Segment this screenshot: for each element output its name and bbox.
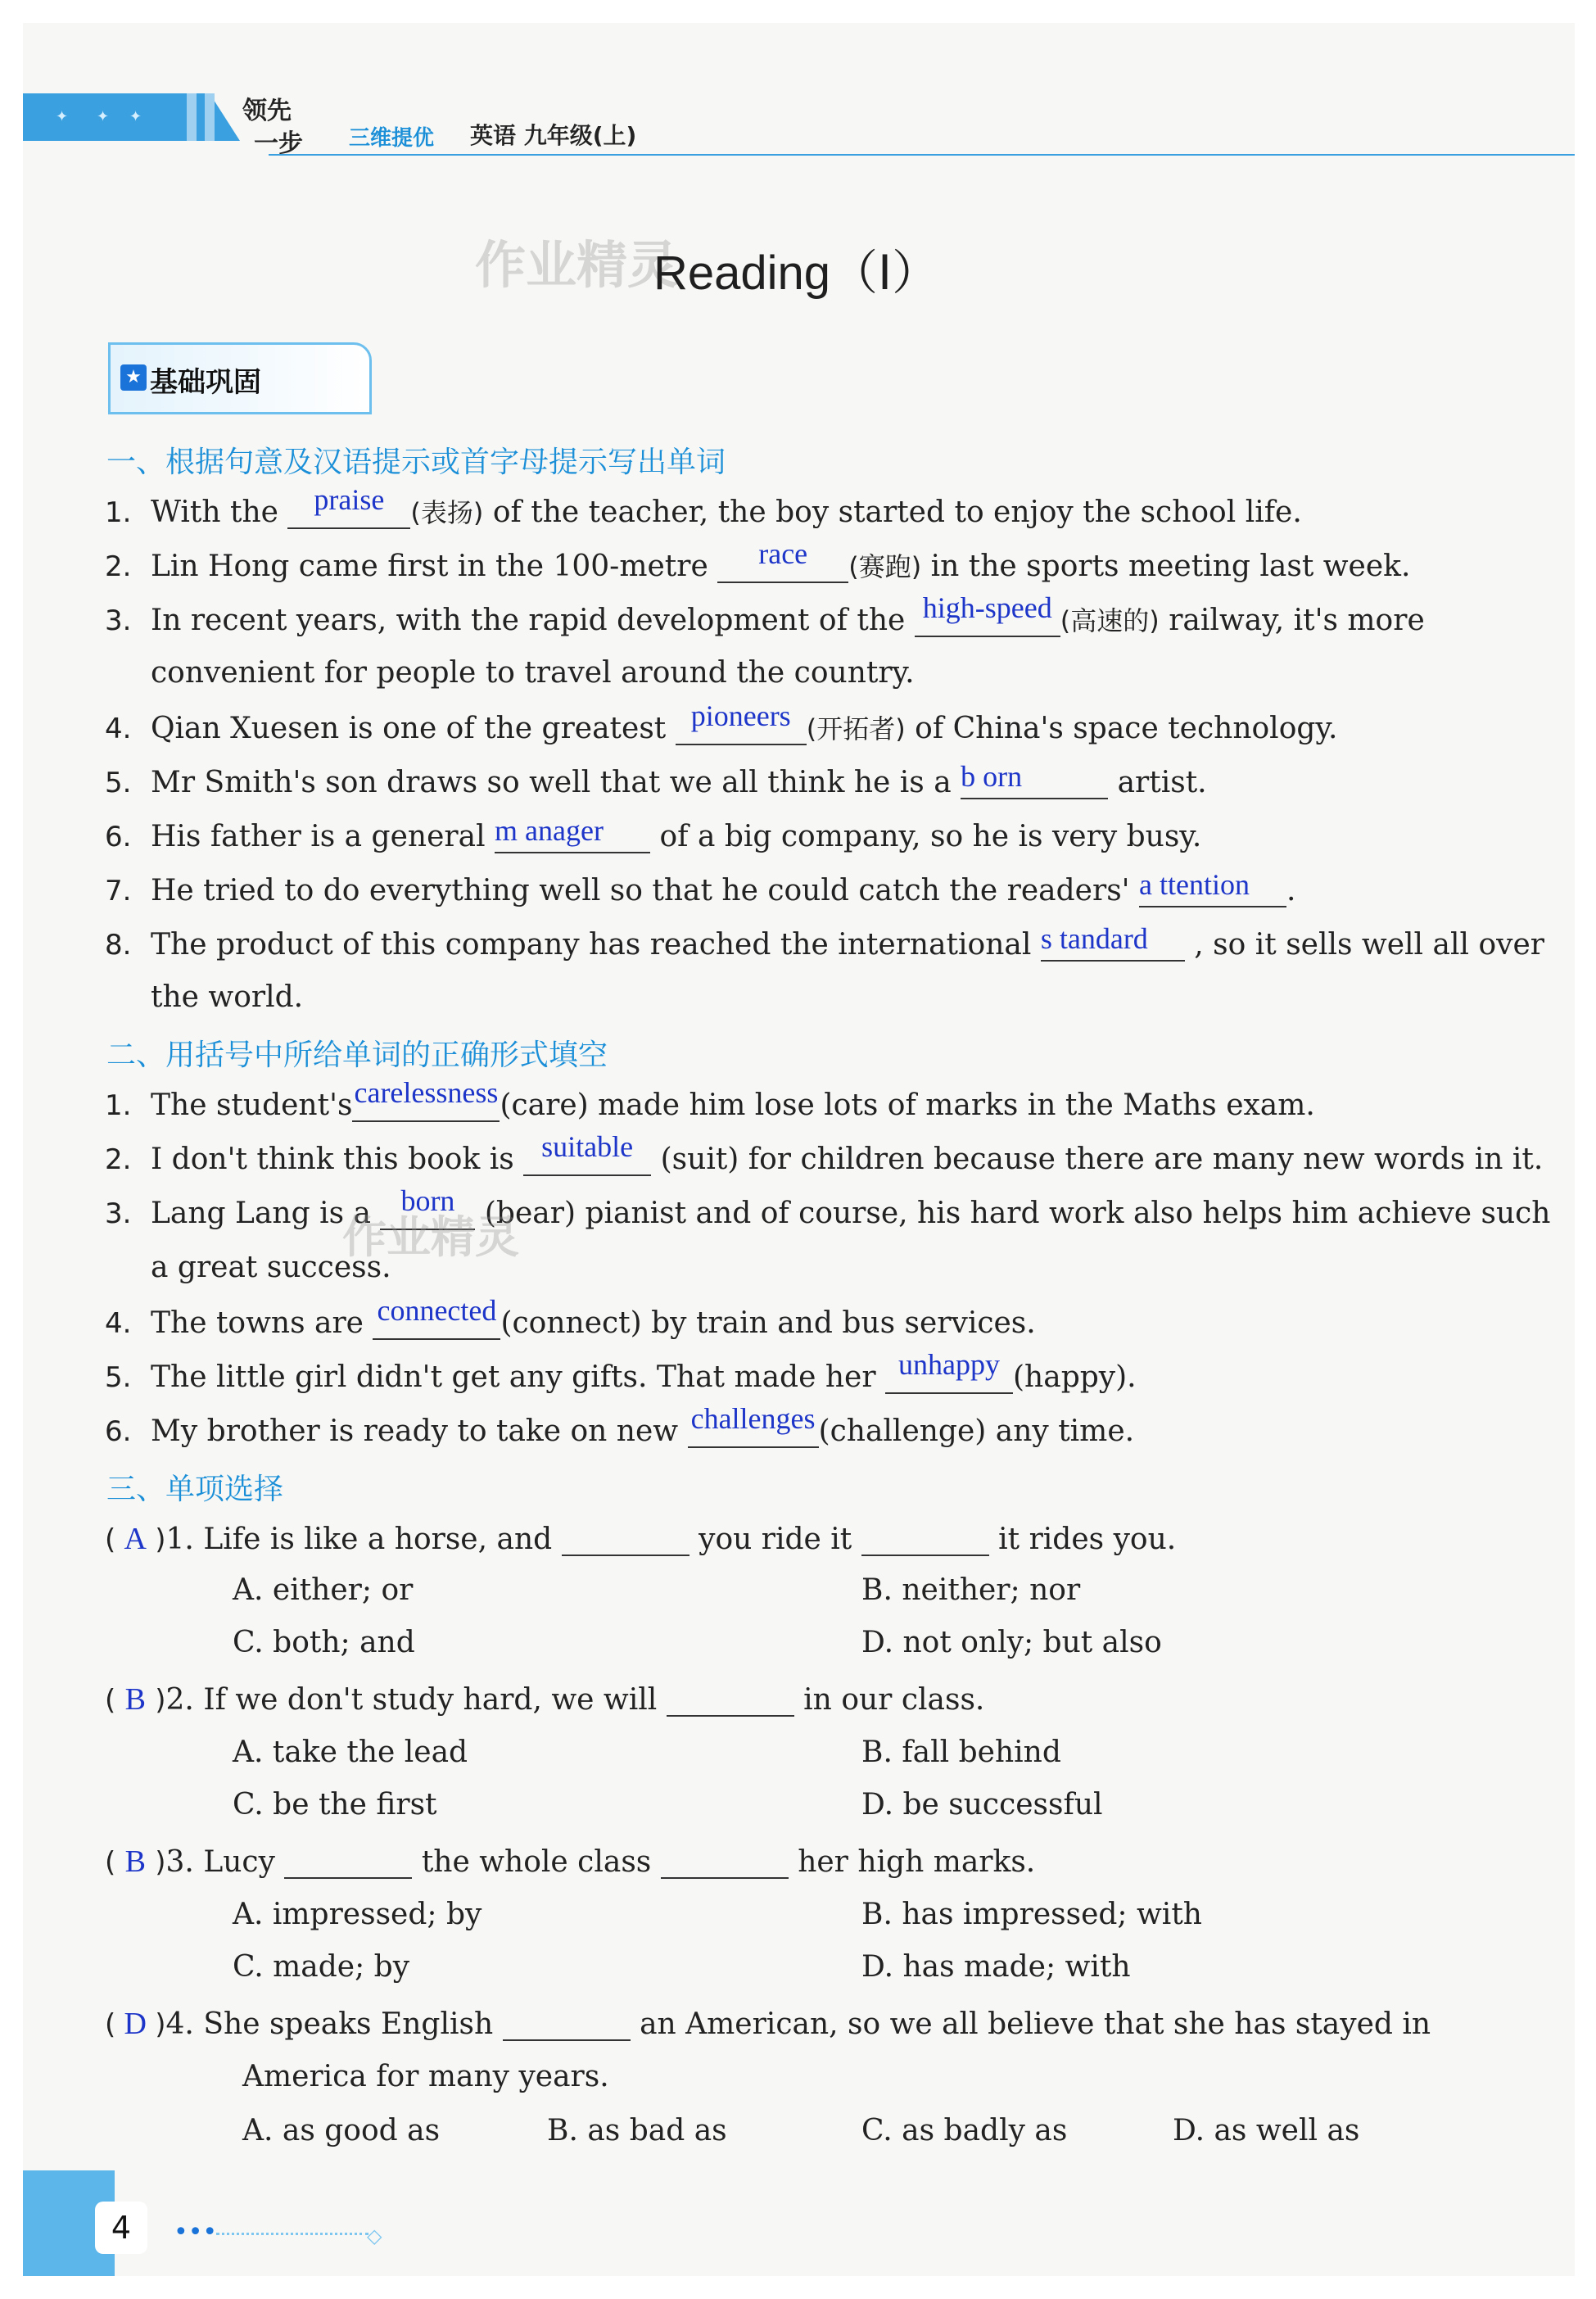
footer-dots: ••• (174, 2218, 218, 2247)
option-a[interactable]: A. take the lead (233, 1736, 468, 1769)
question-number: 2. (165, 1683, 194, 1717)
question-text: The product of this company has reached the international (151, 928, 1032, 962)
option-d[interactable]: D. be successful (861, 1788, 1103, 1822)
option-b[interactable]: B. fall behind (861, 1736, 1061, 1769)
question-2-1 (105, 1076, 1526, 1122)
answer-blank[interactable] (661, 1844, 789, 1879)
question-number: 4. (105, 1307, 132, 1340)
question-text: an American, so we all believe that she has stayed in (640, 2007, 1431, 2041)
question-number: 2. (105, 1143, 132, 1176)
answer-text: connected (377, 1294, 497, 1327)
answer-blank[interactable] (503, 2007, 631, 2041)
question-text: The towns are (151, 1306, 364, 1340)
option-c[interactable]: C. be the first (233, 1788, 437, 1822)
question-text: railway, it's more (1169, 604, 1425, 637)
question-2-2 (105, 1130, 1544, 1176)
answer-text: challenges (690, 1402, 816, 1435)
question-number: 1. (105, 496, 132, 529)
question-number: 6. (105, 821, 132, 853)
answer-text: pioneers (690, 699, 791, 732)
option-d[interactable]: D. as well as (1173, 2114, 1360, 2147)
answer-blank[interactable] (915, 591, 1060, 637)
mc-answer[interactable]: B (124, 1844, 146, 1879)
question-text: Life is like a horse, and (203, 1523, 553, 1556)
answer-blank[interactable] (667, 1682, 794, 1717)
answer-blank[interactable] (523, 1130, 651, 1176)
header-stripe (205, 93, 215, 141)
question-text: artist. (1117, 766, 1207, 799)
question-continuation: convenient for people to travel around the country. (151, 656, 915, 690)
question-number: 4. (165, 2007, 194, 2041)
answer-blank[interactable] (352, 1076, 500, 1122)
mc-answer[interactable]: A (124, 1522, 147, 1556)
question-number: 3. (165, 1845, 194, 1879)
question-text: The little girl didn't get any gifts. That made her (151, 1360, 876, 1394)
question-number: 1. (165, 1523, 194, 1556)
option-a[interactable]: A. either; or (233, 1573, 414, 1607)
answer-text: b orn (961, 760, 1023, 793)
answer-text: born (400, 1184, 455, 1217)
question-text: you ride it (699, 1523, 852, 1556)
question-number: 6. (105, 1415, 132, 1448)
chinese-hint: (开拓者) (806, 713, 906, 744)
question-text: The student's (151, 1088, 353, 1122)
option-b[interactable]: B. has impressed; with (861, 1898, 1202, 1931)
answer-blank[interactable] (961, 760, 1108, 799)
mc-question-1: ( A )1. Life is like a horse, and you ride it it rides you. (105, 1522, 1177, 1556)
question-text: In recent years, with the rapid development of the (151, 604, 906, 637)
question-text: , so it sells well all over (1194, 928, 1544, 962)
question-text: My brother is ready to take on new (151, 1414, 679, 1448)
mc-question-4: ( D )4. She speaks English an American, so we all believe that she has stayed in (105, 2007, 1431, 2041)
answer-text: m anager (495, 814, 604, 847)
answer-blank[interactable] (287, 483, 410, 529)
question-1-8 (105, 922, 1544, 962)
question-1-1 (105, 483, 1526, 529)
option-c[interactable]: C. as badly as (861, 2114, 1068, 2147)
section-badge (108, 342, 372, 414)
question-text: (challenge) any time. (818, 1414, 1135, 1448)
question-text: (connect) by train and bus services. (500, 1306, 1036, 1340)
section-heading-1: 一、根据句意及汉语提示或首字母提示写出单词 (106, 446, 726, 479)
answer-text: carelessness (354, 1076, 499, 1109)
section-heading-3: 三、单项选择 (106, 1473, 284, 1506)
option-c[interactable]: C. made; by (233, 1950, 410, 1984)
question-number: 1. (105, 1089, 132, 1122)
question-text: With the (151, 496, 278, 529)
question-text: His father is a general (151, 820, 486, 853)
answer-blank[interactable] (1040, 922, 1185, 962)
question-text: it rides you. (998, 1523, 1177, 1556)
question-text: (bear) pianist and of course, his hard work also helps him achieve such (484, 1197, 1551, 1230)
answer-text: suitable (541, 1130, 634, 1163)
question-1-5 (105, 760, 1526, 799)
answer-blank[interactable] (1139, 868, 1286, 907)
question-number: 5. (105, 1361, 132, 1394)
footer-rule (216, 2233, 368, 2235)
star-icon: ✦ (56, 108, 69, 125)
question-number: 5. (105, 767, 132, 799)
book-title: 英语 九年级(上) (470, 122, 637, 149)
question-text: Lucy (203, 1845, 275, 1879)
watermark: 作业精灵 (475, 235, 679, 295)
question-continuation: a great success. (151, 1251, 391, 1284)
question-1-3 (105, 591, 1526, 637)
option-d[interactable]: D. not only; but also (861, 1626, 1162, 1659)
question-2-3 (105, 1184, 1551, 1230)
chinese-hint: (表扬) (410, 497, 484, 528)
question-number: 4. (105, 713, 132, 745)
mc-answer[interactable]: B (124, 1682, 146, 1717)
question-number: 8. (105, 929, 132, 962)
question-2-5 (105, 1348, 1526, 1394)
option-b[interactable]: B. neither; nor (861, 1573, 1081, 1607)
page-title: Reading（Ⅰ） (653, 247, 940, 300)
question-1-7 (105, 868, 1526, 907)
star-icon: ✦ (97, 108, 110, 125)
question-number: 3. (105, 1197, 132, 1230)
answer-blank[interactable] (562, 1522, 689, 1556)
question-text: of China's space technology. (915, 712, 1338, 745)
question-2-4 (105, 1294, 1526, 1340)
question-text: He tried to do everything well so that he could catch the readers' (151, 874, 1130, 907)
option-c[interactable]: C. both; and (233, 1626, 415, 1659)
question-number: 7. (105, 875, 132, 907)
worksheet-page (23, 23, 1575, 2276)
answer-blank[interactable] (885, 1348, 1013, 1394)
header-rule (269, 154, 1575, 156)
answer-blank[interactable] (676, 699, 807, 745)
question-text: of a big company, so he is very busy. (659, 820, 1202, 853)
question-1-4 (105, 699, 1526, 745)
mc-question-3: ( B )3. Lucy the whole class her high marks. (105, 1844, 1036, 1879)
mc-question-2: ( B )2. If we don't study hard, we will in our class. (105, 1682, 985, 1717)
question-text: of the teacher, the boy started to enjoy the school life. (492, 496, 1302, 529)
question-1-6 (105, 814, 1526, 853)
header-stripe (187, 93, 197, 141)
question-continuation: America for many years. (242, 2060, 609, 2093)
badge-label: 基础巩固 (150, 366, 261, 399)
question-text: (happy). (1013, 1360, 1137, 1394)
question-text: Qian Xuesen is one of the greatest (151, 712, 667, 745)
answer-text: s tandard (1040, 922, 1148, 955)
question-2-6 (105, 1402, 1526, 1448)
section-heading-2: 二、用括号中所给单词的正确形式填空 (106, 1039, 608, 1072)
question-continuation: the world. (151, 980, 304, 1014)
question-text: (care) made him lose lots of marks in the Maths exam. (500, 1088, 1315, 1122)
question-text: Lang Lang is a (151, 1197, 371, 1230)
diamond-icon: ◇ (367, 2224, 382, 2247)
watermark: 作业精灵 (342, 1211, 519, 1263)
answer-text: praise (314, 483, 385, 516)
question-1-2 (105, 537, 1526, 583)
answer-blank[interactable] (861, 1522, 989, 1556)
chinese-hint: (高速的) (1060, 605, 1160, 636)
option-d[interactable]: D. has made; with (861, 1950, 1131, 1984)
star-icon: ✦ (129, 108, 142, 125)
answer-text: race (758, 537, 808, 570)
question-text: in our class. (803, 1683, 985, 1717)
logo-top: 领先 (242, 97, 292, 125)
answer-blank[interactable] (717, 537, 848, 583)
answer-blank[interactable] (688, 1402, 819, 1448)
question-text: the whole class (421, 1845, 652, 1879)
question-text: . (1286, 874, 1296, 907)
answer-text: a ttention (1139, 868, 1250, 901)
page-number: 4 (95, 2202, 147, 2254)
option-b[interactable]: B. as bad as (547, 2114, 727, 2147)
answer-blank[interactable] (373, 1294, 500, 1340)
option-a[interactable]: A. impressed; by (233, 1898, 482, 1931)
question-text: her high marks. (798, 1845, 1036, 1879)
question-text: She speaks English (203, 2007, 494, 2041)
logo-bottom: 一步 (254, 129, 303, 158)
mc-answer[interactable]: D (124, 2007, 147, 2041)
series-name: 三维提优 (349, 126, 435, 151)
question-number: 2. (105, 550, 132, 583)
chinese-hint: (赛跑) (848, 551, 922, 582)
question-text: Mr Smith's son draws so well that we all think he is a (151, 766, 952, 799)
option-a[interactable]: A. as good as (242, 2114, 441, 2147)
question-text: If we don't study hard, we will (203, 1683, 658, 1717)
question-number: 3. (105, 604, 132, 637)
question-text: in the sports meeting last week. (930, 550, 1411, 583)
answer-blank[interactable] (284, 1844, 412, 1879)
star-icon: ★ (120, 364, 147, 391)
question-text: I don't think this book is (151, 1143, 514, 1176)
answer-text: high-speed (922, 591, 1052, 624)
question-text: (suit) for children because there are many new words in it. (660, 1143, 1544, 1176)
answer-blank[interactable] (495, 814, 650, 853)
question-text: Lin Hong came first in the 100-metre (151, 550, 708, 583)
answer-text: unhappy (898, 1348, 1000, 1381)
